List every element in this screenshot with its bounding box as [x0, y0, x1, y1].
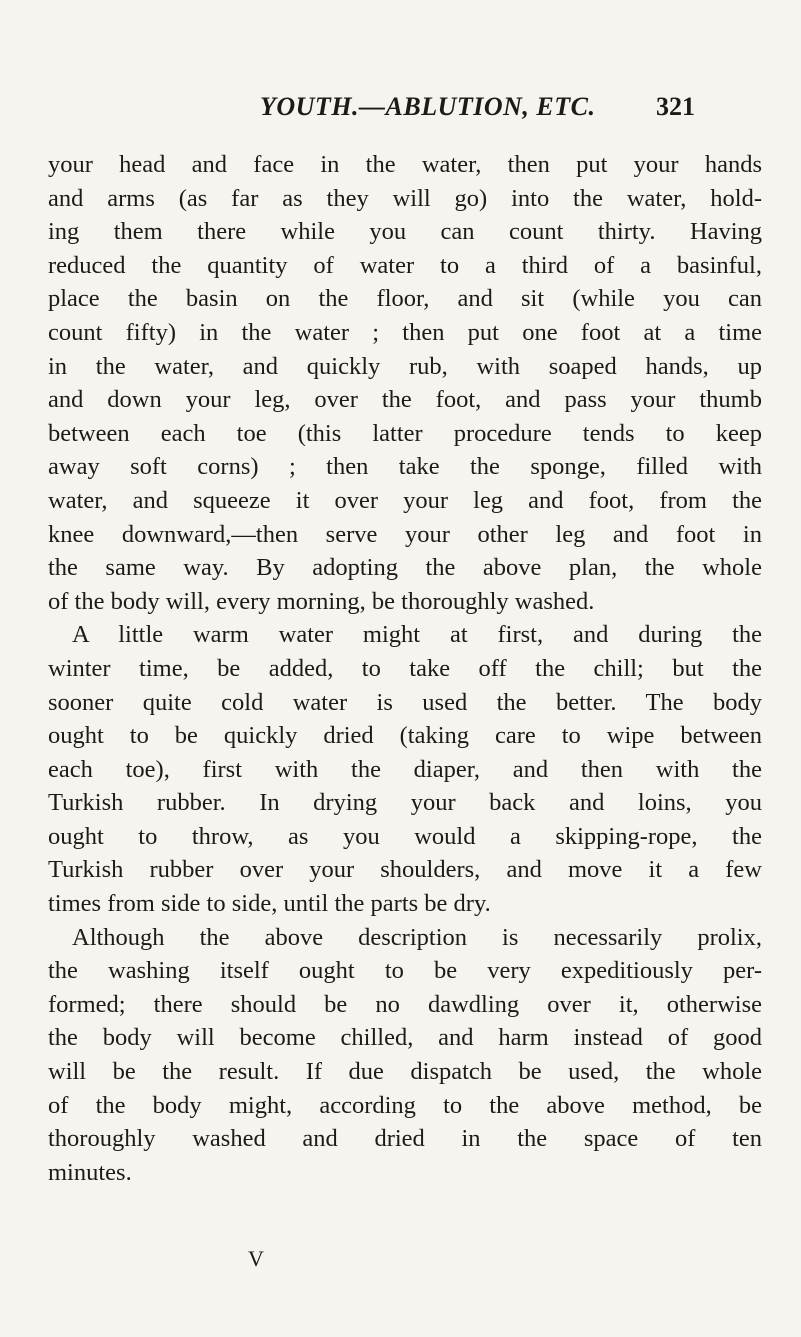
text-line: formed; there should be no dawdling over it, otherwise: [48, 990, 762, 1018]
text-line: minutes.: [48, 1158, 132, 1186]
text-line: and arms (as far as they will go) into the water, hold-: [48, 184, 762, 212]
text-line: Although the above description is necessarily prolix,: [72, 923, 762, 951]
signature-mark: V: [248, 1246, 264, 1271]
text-line: place the basin on the floor, and sit (while you can: [48, 285, 762, 313]
text-line: away soft corns) ; then take the sponge, filled with: [48, 453, 762, 481]
running-head: [0, 92, 801, 132]
text-line: in the water, and quickly rub, with soaped hands, up: [48, 352, 762, 380]
text-line: your head and face in the water, then put your hands: [48, 151, 762, 178]
text-line: ing them there while you can count thirty. Having: [48, 218, 762, 246]
text-line: thoroughly washed and dried in the space of ten: [48, 1125, 762, 1153]
text-line: between each toe (this latter procedure tends to keep: [48, 419, 762, 447]
body-text: [48, 148, 762, 1189]
text-line: Turkish rubber over your shoulders, and move it a few: [48, 856, 762, 884]
text-line: each toe), first with the diaper, and then with the: [48, 755, 762, 783]
text-line: Turkish rubber. In drying your back and loins, you: [48, 789, 762, 817]
text-line: ought to be quickly dried (taking care to wipe between: [48, 722, 762, 750]
text-line: knee downward,—then serve your other leg and foot in: [48, 520, 762, 548]
text-line: of the body will, every morning, be thoroughly washed.: [48, 587, 595, 615]
text-line: of the body might, according to the above method, be: [48, 1091, 762, 1119]
text-line: times from side to side, until the parts be dry.: [48, 890, 491, 918]
text-line: ought to throw, as you would a skipping-rope, the: [48, 822, 762, 850]
text-line: will be the result. If due dispatch be used, the whole: [48, 1058, 762, 1086]
text-line: and down your leg, over the foot, and pass your thumb: [48, 386, 762, 414]
text-line: the body will become chilled, and harm instead of good: [48, 1024, 762, 1052]
page-number: 321: [656, 92, 695, 121]
text-line: water, and squeeze it over your leg and foot, from the: [48, 486, 762, 514]
running-title: YOUTH.—ABLUTION, ETC.: [260, 92, 596, 121]
text-line: count fifty) in the water ; then put one foot at a time: [48, 318, 762, 346]
text-line: A little warm water might at first, and during the: [72, 621, 762, 649]
text-line: the washing itself ought to be very expeditiously per-: [48, 957, 762, 985]
text-line: reduced the quantity of water to a third of a basinful,: [48, 251, 762, 279]
text-line: sooner quite cold water is used the better. The body: [48, 688, 762, 716]
text-line: the same way. By adopting the above plan, the whole: [48, 554, 762, 582]
text-line: winter time, be added, to take off the chill; but the: [48, 654, 762, 682]
